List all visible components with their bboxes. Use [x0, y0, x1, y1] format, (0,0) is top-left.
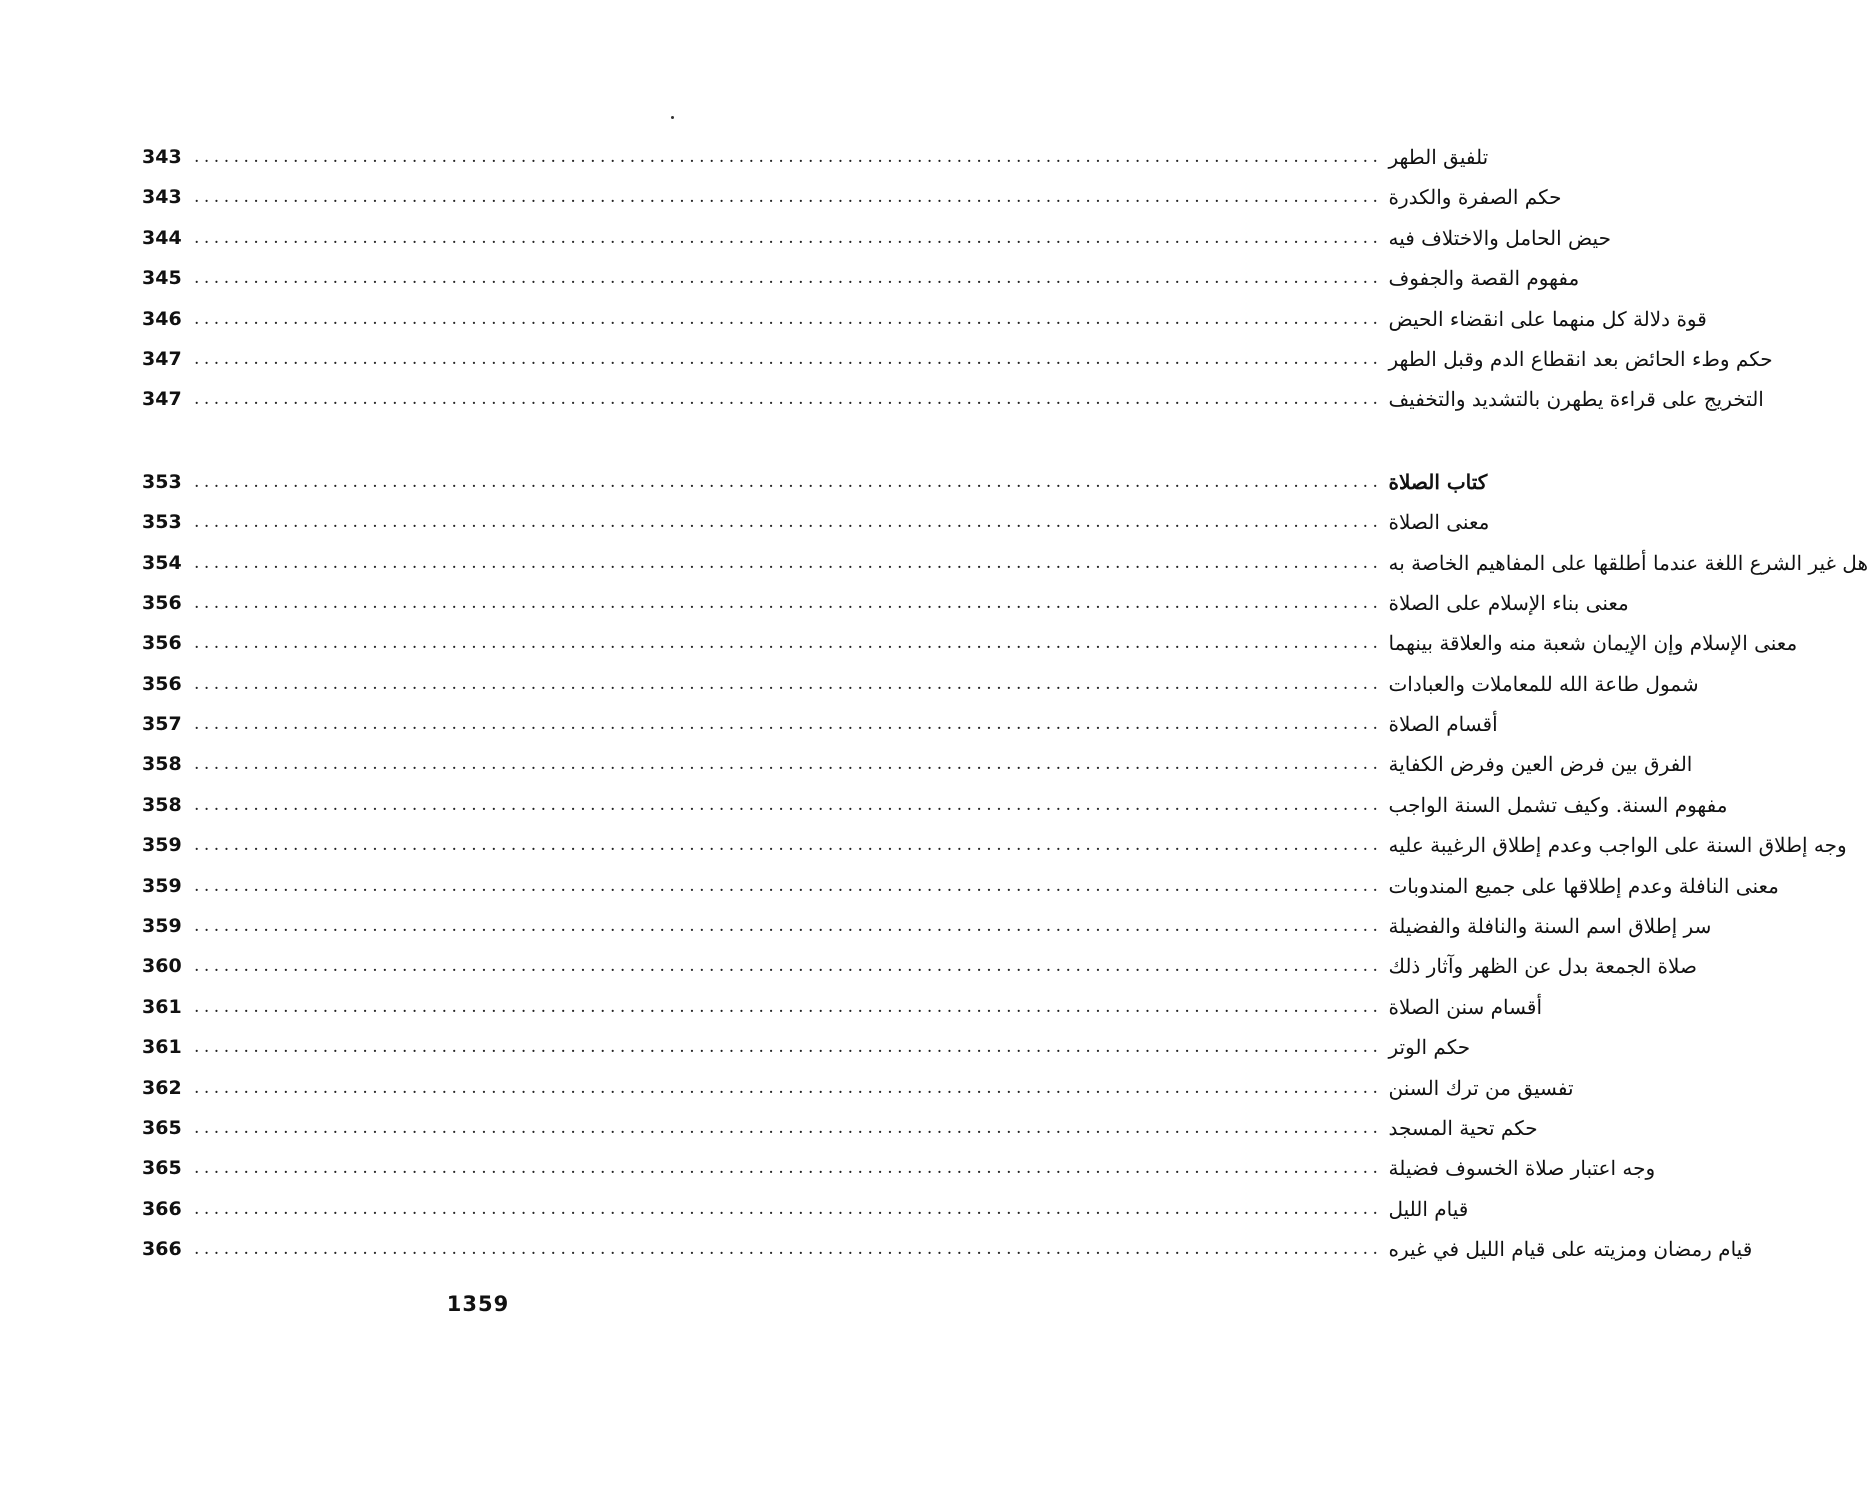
dot-leader: ........................................................................................................................ — [194, 348, 1383, 369]
dot-leader: ........................................................................................................................ — [194, 916, 1383, 937]
dot-leader: ........................................................................................................................ — [194, 268, 1383, 289]
dot-leader: ........................................................................................................................ — [194, 1158, 1383, 1179]
dot-leader: ........................................................................................................................ — [194, 471, 1383, 492]
toc-entry — [142, 299, 1707, 339]
toc-page-number: 347 — [142, 388, 182, 411]
toc-title: حكم تحية المسجد — [1388, 1115, 1538, 1140]
toc-page-number: 356 — [142, 672, 182, 695]
toc-title: هل غير الشرع اللغة عندما أطلقها على المفاهيم الخاصة به — [1388, 550, 1868, 575]
toc-entry — [142, 137, 1489, 177]
toc-title: التخريج على قراءة يطهرن بالتشديد والتخفيف — [1388, 387, 1764, 412]
dot-leader: ........................................................................................................................ — [194, 552, 1383, 573]
toc-page-number: 365 — [142, 1116, 182, 1139]
toc-title: تفسيق من ترك السنن — [1388, 1075, 1574, 1100]
toc-entry — [142, 462, 1488, 502]
toc-title: مفهوم السنة. وكيف تشمل السنة الواجب — [1388, 792, 1728, 817]
dot-leader: ........................................................................................................................ — [194, 875, 1383, 896]
toc-page-number: 353 — [142, 470, 182, 493]
toc-page-number: 358 — [142, 793, 182, 816]
toc-page-number: 344 — [142, 226, 182, 249]
toc-entry — [142, 987, 1543, 1027]
toc-entry — [142, 785, 1728, 825]
toc-entry — [142, 623, 1798, 663]
dot-leader: ........................................................................................................................ — [194, 389, 1383, 410]
toc-page-number: 362 — [142, 1076, 182, 1099]
toc-entry — [142, 1108, 1538, 1148]
dot-leader: ........................................................................................................................ — [194, 1198, 1383, 1219]
toc-entry — [142, 906, 1712, 946]
toc-entry — [142, 866, 1779, 906]
toc-page-number: 361 — [142, 1036, 182, 1059]
toc-entry — [142, 1068, 1574, 1108]
toc-entry — [142, 379, 1764, 419]
toc-title: قيام الليل — [1388, 1196, 1469, 1221]
toc-entry — [142, 1148, 1656, 1188]
toc-page-number: 346 — [142, 307, 182, 330]
toc-page-number: 365 — [142, 1157, 182, 1180]
toc-title: سر إطلاق اسم السنة والنافلة والفضيلة — [1388, 914, 1712, 939]
toc-title: حكم وطء الحائض بعد انقطاع الدم وقبل الطهر — [1388, 346, 1773, 371]
toc-entry — [142, 1027, 1471, 1067]
toc-page-number: 366 — [142, 1197, 182, 1220]
toc-title: كتاب الصلاة — [1388, 469, 1488, 494]
toc-page-number: 347 — [142, 347, 182, 370]
dot-leader: ........................................................................................................................ — [194, 673, 1383, 694]
toc-title: معنى الصلاة — [1388, 510, 1490, 535]
toc-title: وجه اعتبار صلاة الخسوف فضيلة — [1388, 1156, 1656, 1181]
dot-leader: ........................................................................................................................ — [194, 512, 1383, 533]
toc-entry — [142, 502, 1490, 542]
dot-leader: ........................................................................................................................ — [194, 308, 1383, 329]
toc-entry — [142, 258, 1580, 298]
toc-section-1 — [142, 137, 1773, 420]
toc-entry — [142, 177, 1562, 217]
toc-title: معنى بناء الإسلام على الصلاة — [1388, 590, 1629, 615]
dot-leader: ........................................................................................................................ — [194, 956, 1383, 977]
toc-page-number: 366 — [142, 1238, 182, 1261]
table-of-contents — [142, 137, 1868, 1270]
toc-entry — [142, 1189, 1469, 1229]
dot-leader: ........................................................................................................................ — [194, 187, 1383, 208]
dot-leader: ........................................................................................................................ — [194, 633, 1383, 654]
toc-section-2 — [142, 462, 1868, 1270]
toc-page-number: 361 — [142, 995, 182, 1018]
toc-title: معنى الإسلام وإن الإيمان شعبة منه والعلاقة بينهما — [1388, 631, 1798, 656]
toc-title: وجه إطلاق السنة على الواجب وعدم إطلاق الرغيبة عليه — [1388, 833, 1847, 858]
toc-page-number: 343 — [142, 146, 182, 168]
toc-page-number: 359 — [142, 915, 182, 938]
page-folio: 1359 — [446, 1292, 510, 1316]
toc-title: الفرق بين فرض العين وفرض الكفاية — [1388, 752, 1693, 777]
toc-page-number: 343 — [142, 186, 182, 209]
dot-leader: ........................................................................................................................ — [194, 835, 1383, 856]
toc-page-number: 359 — [142, 834, 182, 857]
toc-page-number: 345 — [142, 267, 182, 290]
toc-title: مفهوم القصة والجفوف — [1388, 266, 1580, 291]
toc-page-number: 357 — [142, 713, 182, 736]
toc-page-number: 354 — [142, 551, 182, 574]
toc-entry — [142, 664, 1699, 704]
toc-page-number: 356 — [142, 632, 182, 655]
toc-title: أقسام الصلاة — [1388, 712, 1498, 737]
toc-title: شمول طاعة الله للمعاملات والعبادات — [1388, 671, 1699, 696]
toc-entry — [142, 543, 1868, 583]
toc-title: صلاة الجمعة بدل عن الظهر وآثار ذلك — [1388, 954, 1697, 979]
dot-leader: ........................................................................................................................ — [194, 1037, 1383, 1058]
toc-entry — [142, 825, 1847, 865]
dot-leader: ........................................................................................................................ — [194, 794, 1383, 815]
section-gap — [142, 420, 876, 462]
toc-page-number: 356 — [142, 591, 182, 614]
toc-entry — [142, 339, 1773, 379]
toc-title: معنى النافلة وعدم إطلاقها على جميع المندوبات — [1388, 873, 1779, 898]
paper-speck — [671, 116, 674, 119]
dot-leader: ........................................................................................................................ — [194, 592, 1383, 613]
toc-title: حيض الحامل والاختلاف فيه — [1388, 225, 1611, 250]
toc-page-number: 360 — [142, 955, 182, 978]
toc-page-number: 353 — [142, 511, 182, 534]
dot-leader: ........................................................................................................................ — [194, 1077, 1383, 1098]
toc-entry — [142, 218, 1611, 258]
dot-leader: ........................................................................................................................ — [194, 996, 1383, 1017]
dot-leader: ........................................................................................................................ — [194, 1117, 1383, 1138]
toc-entry — [142, 1229, 1753, 1269]
dot-leader: ........................................................................................................................ — [194, 714, 1383, 735]
toc-title: حكم الوتر — [1388, 1035, 1471, 1060]
toc-title: تلفيق الطهر — [1388, 145, 1489, 169]
toc-title: قيام رمضان ومزيته على قيام الليل في غيره — [1388, 1237, 1753, 1262]
toc-page-number: 358 — [142, 753, 182, 776]
dot-leader: ........................................................................................................................ — [194, 1239, 1383, 1260]
toc-title: أقسام سنن الصلاة — [1388, 994, 1543, 1019]
dot-leader: ........................................................................................................................ — [194, 754, 1383, 775]
dot-leader: ........................................................................................................................ — [194, 227, 1383, 248]
dot-leader: ........................................................................................................................ — [194, 147, 1383, 167]
toc-title: قوة دلالة كل منهما على انقضاء الحيض — [1388, 306, 1707, 331]
toc-entry — [142, 583, 1629, 623]
toc-entry — [142, 744, 1693, 784]
toc-entry — [142, 704, 1498, 744]
toc-page-number: 359 — [142, 874, 182, 897]
toc-title: حكم الصفرة والكدرة — [1388, 185, 1562, 210]
toc-entry — [142, 946, 1697, 986]
